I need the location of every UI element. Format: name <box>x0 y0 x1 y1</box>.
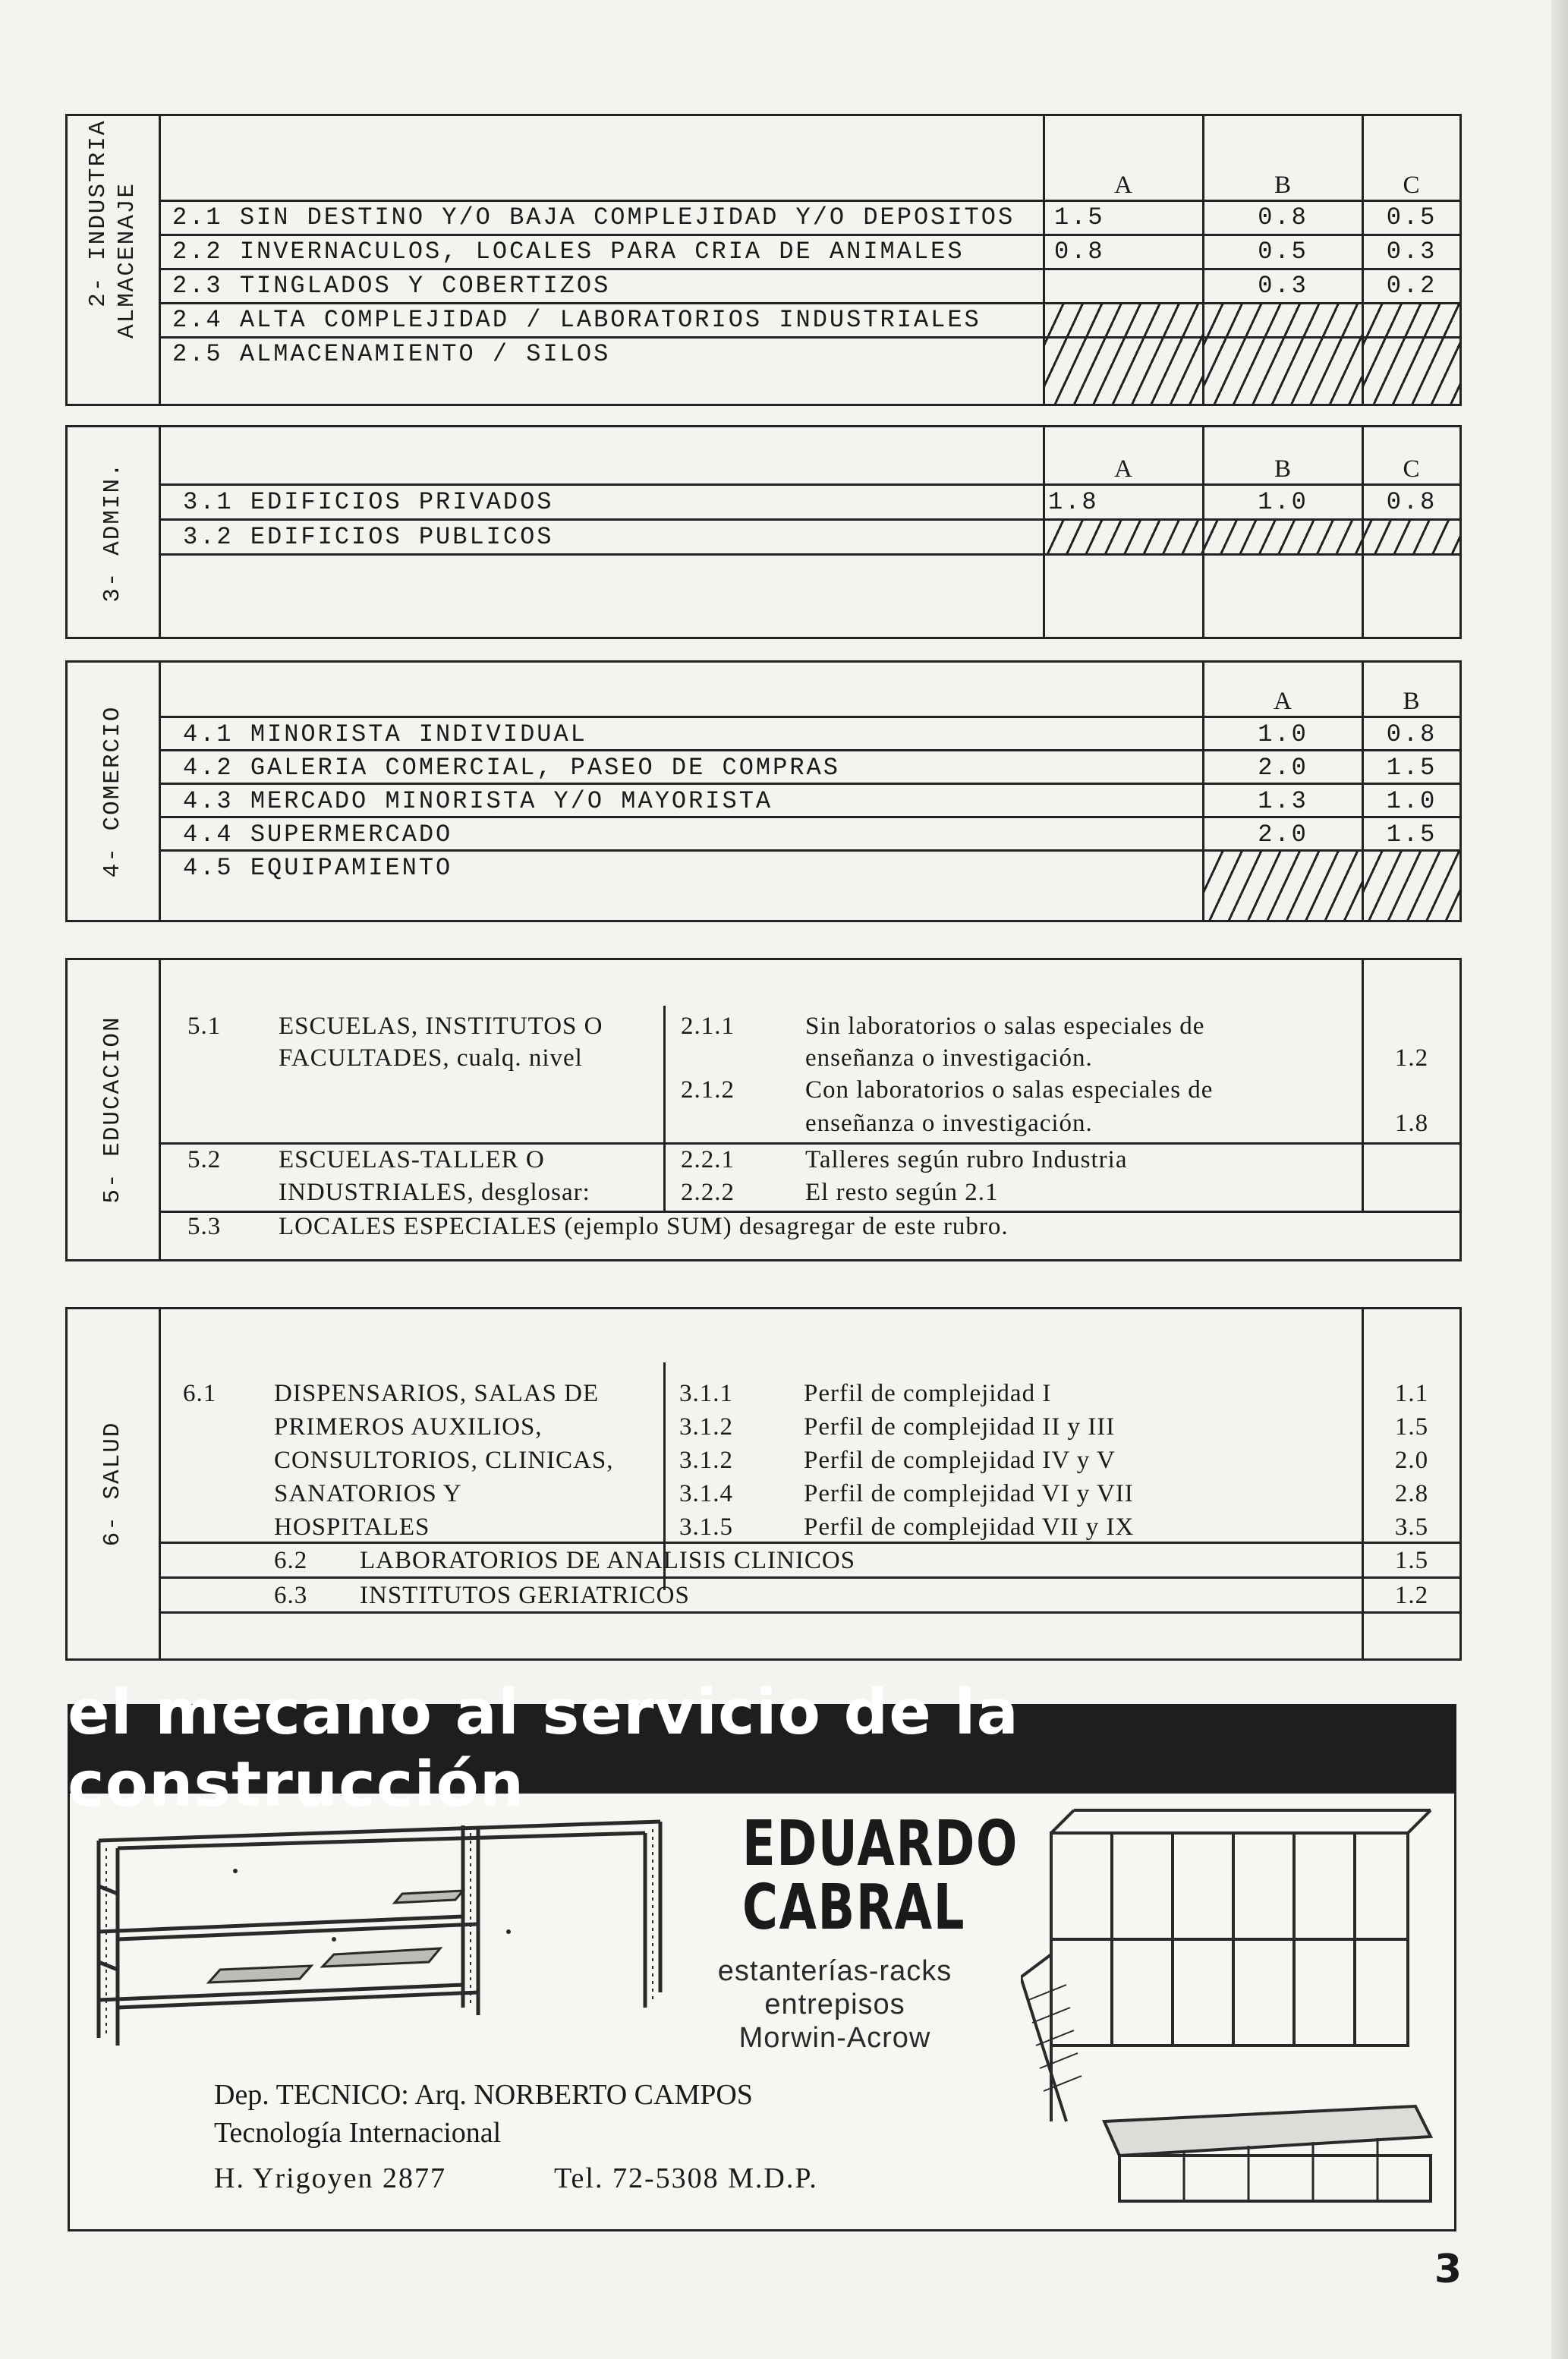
row-label: 4.5 EQUIPAMIENTO <box>183 854 453 882</box>
row-label: 2.1 SIN DESTINO Y/O BAJA COMPLEJIDAD Y/O DEPOSITOS <box>172 203 1015 231</box>
sub-text: Sin laboratorios o salas especiales de <box>805 1013 1205 1040</box>
sub-text: Talleres según rubro Industria <box>805 1146 1128 1173</box>
column-header-b: B <box>1403 688 1421 715</box>
section-label-cell <box>68 960 161 1259</box>
row-title: DISPENSARIOS, SALAS DE <box>274 1380 600 1407</box>
section-industria <box>65 114 1462 406</box>
row-value-a: 1.8 <box>1048 488 1099 516</box>
hatched-area <box>1045 521 1459 553</box>
row-value-b: 1.5 <box>1386 820 1437 849</box>
rack-illustration-left <box>83 1810 691 2061</box>
sub-code: 3.1.5 <box>679 1513 733 1541</box>
ad-technology: Tecnología Internacional <box>214 2117 502 2149</box>
column-header-b: B <box>1274 455 1292 483</box>
row-value-c: 0.3 <box>1386 238 1437 266</box>
section-label-cell <box>68 116 161 404</box>
row-label: 2.5 ALMACENAMIENTO / SILOS <box>172 340 611 368</box>
column-header-a: A <box>1114 455 1133 483</box>
section-educacion <box>65 958 1462 1261</box>
row-title: ESCUELAS-TALLER O <box>279 1146 545 1173</box>
section-label-cell <box>68 427 161 637</box>
sub-text: enseñanza o investigación. <box>805 1110 1093 1137</box>
section-salud <box>65 1307 1462 1661</box>
row-value-b: 0.8 <box>1258 203 1308 231</box>
row-label: 4.3 MERCADO MINORISTA Y/O MAYORISTA <box>183 787 773 815</box>
sub-text: Perfil de complejidad VI y VII <box>804 1480 1134 1507</box>
ad-address: H. Yrigoyen 2877 <box>214 2162 447 2194</box>
row-title: SANATORIOS Y <box>274 1480 462 1507</box>
row-title: FACULTADES, cualq. nivel <box>279 1044 583 1072</box>
sub-value: 2.8 <box>1394 1480 1429 1507</box>
row-value-a: 1.0 <box>1258 720 1308 748</box>
sub-code: 2.2.2 <box>681 1179 735 1206</box>
row-value-a: 0.8 <box>1054 238 1105 266</box>
sub-value: 2.0 <box>1394 1447 1429 1474</box>
row-value-b: 1.0 <box>1258 488 1308 516</box>
sub-value: 1.1 <box>1394 1380 1429 1407</box>
row-label: 3.2 EDIFICIOS PUBLICOS <box>183 523 554 551</box>
sub-code: 3.1.2 <box>679 1447 733 1474</box>
section-label: 2- INDUSTRIA ALMACENAJE <box>85 119 140 339</box>
row-value-b: 0.8 <box>1386 720 1437 748</box>
row-value-b: 0.5 <box>1258 238 1308 266</box>
ad-product-line: Morwin-Acrow <box>738 2022 931 2054</box>
ad-product-line: entrepisos <box>764 1989 905 2020</box>
column-header-b: B <box>1274 172 1292 199</box>
ad-banner <box>68 1677 1456 1821</box>
row-value-b: 1.5 <box>1386 754 1437 782</box>
row-number: 6.3 <box>274 1582 308 1609</box>
ad-brand-name: CABRAL <box>742 1872 966 1944</box>
row-text: LABORATORIOS DE ANALISIS CLINICOS <box>360 1547 856 1574</box>
row-number: 6.2 <box>274 1547 308 1574</box>
row-title: PRIMEROS AUXILIOS, <box>274 1413 543 1441</box>
section-comercio <box>65 660 1462 922</box>
sub-value: 1.5 <box>1394 1413 1429 1441</box>
sub-text: Con laboratorios o salas especiales de <box>805 1076 1214 1104</box>
row-number: 5.3 <box>187 1213 222 1240</box>
row-value: 1.5 <box>1394 1547 1429 1574</box>
ad-department: Dep. TECNICO: Arq. NORBERTO CAMPOS <box>214 2079 753 2111</box>
section-label-cell <box>68 663 161 920</box>
sub-code: 2.1.2 <box>681 1076 735 1104</box>
row-number: 6.1 <box>183 1380 217 1407</box>
row-value-a: 1.5 <box>1054 203 1105 231</box>
row-label: 2.2 INVERNACULOS, LOCALES PARA CRIA DE ANIMALES <box>172 238 965 266</box>
row-text: INSTITUTOS GERIATRICOS <box>360 1582 690 1609</box>
column-header-c: C <box>1403 455 1421 483</box>
sub-code: 2.2.1 <box>681 1146 735 1173</box>
row-value: 1.2 <box>1394 1582 1429 1609</box>
row-number: 5.2 <box>187 1146 222 1173</box>
row-value-a: 2.0 <box>1258 820 1308 849</box>
page-edge-shadow <box>1551 0 1568 2359</box>
sub-code: 3.1.2 <box>679 1413 733 1441</box>
sub-text: Perfil de complejidad II y III <box>804 1413 1116 1441</box>
mezzanine-illustration-right <box>1021 1803 1446 2216</box>
row-title: HOSPITALES <box>274 1513 430 1541</box>
row-title: INDUSTRIALES, desglosar: <box>279 1179 590 1206</box>
row-text: LOCALES ESPECIALES (ejemplo SUM) desagregar de este rubro. <box>279 1213 1009 1240</box>
hatched-area <box>1045 304 1202 404</box>
row-label: 3.1 EDIFICIOS PRIVADOS <box>183 488 554 516</box>
ad-brand-name: EDUARDO <box>742 1808 1019 1880</box>
sub-code: 3.1.4 <box>679 1480 733 1507</box>
hatched-area <box>1364 852 1459 920</box>
row-title: CONSULTORIOS, CLINICAS, <box>274 1447 614 1474</box>
row-value-c: 0.8 <box>1386 488 1437 516</box>
row-label: 4.2 GALERIA COMERCIAL, PASEO DE COMPRAS <box>183 754 840 782</box>
row-value-a: 1.3 <box>1258 787 1308 815</box>
row-value-c: 0.2 <box>1386 272 1437 300</box>
row-label: 2.4 ALTA COMPLEJIDAD / LABORATORIOS INDUSTRIALES <box>172 306 981 334</box>
column-header-a: A <box>1114 172 1133 199</box>
row-label: 4.4 SUPERMERCADO <box>183 820 453 849</box>
row-label: 4.1 MINORISTA INDIVIDUAL <box>183 720 587 748</box>
column-header-a: A <box>1274 688 1292 715</box>
section-admin <box>65 425 1462 639</box>
sub-code: 3.1.1 <box>679 1380 733 1407</box>
row-value-b: 0.3 <box>1258 272 1308 300</box>
row-value-b: 1.0 <box>1386 787 1437 815</box>
hatched-area <box>1204 852 1362 920</box>
ad-product-line: estanterías-racks <box>717 1955 952 1987</box>
row-label: 2.3 TINGLADOS Y COBERTIZOS <box>172 272 611 300</box>
sub-text: Perfil de complejidad VII y IX <box>804 1513 1135 1541</box>
sub-value: 3.5 <box>1394 1513 1429 1541</box>
sub-text: Perfil de complejidad I <box>804 1380 1052 1407</box>
row-title: ESCUELAS, INSTITUTOS O <box>279 1013 603 1040</box>
section-label: 6- SALUD <box>99 1421 126 1547</box>
section-label-cell <box>68 1309 161 1658</box>
page-number: 3 <box>1434 2247 1462 2292</box>
sub-text: enseñanza o investigación. <box>805 1044 1093 1072</box>
sub-value: 1.8 <box>1394 1110 1429 1137</box>
row-value-c: 0.5 <box>1386 203 1437 231</box>
ad-phone: Tel. 72-5308 M.D.P. <box>554 2162 818 2194</box>
section-label: 4- COMERCIO <box>99 705 126 877</box>
row-value-a: 2.0 <box>1258 754 1308 782</box>
sub-text: El resto según 2.1 <box>805 1179 999 1206</box>
column-header-c: C <box>1403 172 1421 199</box>
ad-banner-text: el mecano al servicio de la construcción <box>68 1677 1019 1821</box>
sub-text: Perfil de complejidad IV y V <box>804 1447 1116 1474</box>
hatched-area <box>1364 304 1459 404</box>
hatched-area <box>1204 304 1362 404</box>
section-label: 3- ADMIN. <box>99 461 126 603</box>
section-label: 5- EDUCACION <box>99 1016 126 1204</box>
row-number: 5.1 <box>187 1013 222 1040</box>
sub-code: 2.1.1 <box>681 1013 735 1040</box>
sub-value: 1.2 <box>1394 1044 1429 1072</box>
